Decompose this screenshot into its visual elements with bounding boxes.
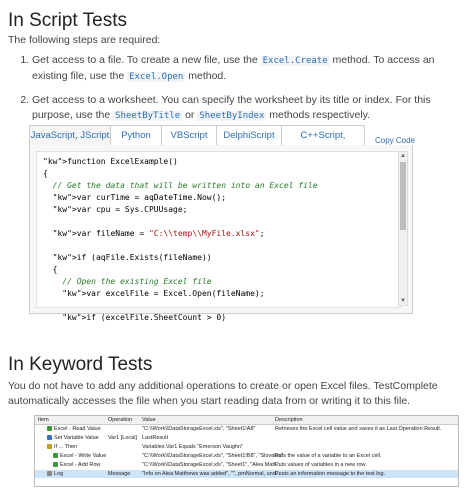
- code-line: [43, 300, 394, 312]
- copy-code-link[interactable]: Copy Code: [374, 136, 415, 145]
- cell-value: Variables.Var1 Equals "Emerson Vaughn": [142, 444, 244, 450]
- code-line: "kw">function ExcelExample(): [43, 157, 178, 166]
- excel-open-link[interactable]: Excel.Open: [129, 72, 184, 82]
- script-tests-heading: In Script Tests: [8, 10, 127, 31]
- table-row[interactable]: [35, 470, 458, 478]
- step1-text-c: method.: [185, 70, 227, 82]
- keyword-tests-heading: In Keyword Tests: [8, 354, 153, 375]
- cell-description: Puts values of variables in a new row.: [275, 462, 367, 468]
- cell-value: LastResult: [142, 435, 168, 441]
- step1-text-b: method. To access an existing file, use the: [32, 54, 435, 82]
- cell-item-label: Log: [54, 471, 64, 477]
- intro-text: The following steps are required:: [8, 34, 161, 46]
- table-header: [35, 416, 458, 425]
- cell-item-label: Set Variable Value: [54, 435, 99, 441]
- table-row[interactable]: [35, 434, 458, 442]
- step2-text-c: methods respectively.: [266, 109, 371, 121]
- sheetbytitle-link[interactable]: SheetByTitle: [115, 111, 181, 121]
- code-line: "kw">var cpu = Sys.CPUUsage;: [52, 205, 188, 214]
- code-line: {: [43, 265, 58, 274]
- table-row[interactable]: [35, 461, 458, 469]
- step-2: [32, 93, 460, 124]
- code-line: "kw">if (excelFile.SheetCount > 0): [62, 313, 227, 322]
- operation-icon: [47, 435, 52, 440]
- cell-item-label: Excel - Write Value: [60, 453, 107, 459]
- step2-text-a: Get access to a worksheet. You can specify the worksheet by its title or index. For this purpose, use the: [32, 94, 431, 121]
- operation-icon: [47, 426, 52, 431]
- cell-item: [53, 461, 108, 469]
- code-listing: [37, 152, 400, 328]
- cell-description: Posts an information message to the test log.: [275, 471, 386, 477]
- col-description: Description: [275, 417, 303, 423]
- tab-python[interactable]: Python: [110, 125, 162, 145]
- cell-value: "Info on Alea Matthews was added", "", pmNormal, und...: [142, 471, 281, 477]
- operation-icon: [47, 471, 52, 476]
- cell-item: [47, 470, 108, 478]
- step2-text-b: or: [182, 109, 198, 121]
- scroll-thumb[interactable]: [400, 162, 406, 230]
- code-line: [43, 240, 394, 252]
- code-viewport[interactable]: [36, 151, 401, 322]
- scroll-down-icon[interactable]: ▼: [400, 298, 406, 304]
- cell-operation: Var1 [Local]: [108, 435, 137, 441]
- cell-value: "C:\\Work\\DataStorageExcel.xls", "Sheet1!A8": [142, 426, 256, 432]
- table-row[interactable]: [35, 425, 458, 433]
- cell-item-label: Excel - Add Row: [60, 462, 101, 468]
- cell-value: "C:\\Work\\DataStorageExcel.xls", "Sheet1!B8", "Slovakia": [142, 453, 284, 459]
- cell-item: [47, 443, 108, 451]
- code-scrollbar[interactable]: [398, 151, 408, 306]
- cell-item-label: Excel - Read Value: [54, 426, 101, 432]
- code-line: {: [43, 169, 48, 178]
- operation-icon: [53, 453, 58, 458]
- excel-create-link[interactable]: Excel.Create: [262, 56, 328, 66]
- table-row[interactable]: [35, 443, 458, 451]
- tab-javascript[interactable]: JavaScript, JScript: [29, 125, 111, 145]
- col-operation: Operation: [108, 417, 133, 423]
- cell-item-label: If ... Then: [54, 444, 78, 450]
- code-line: "kw">var curTime = aqDateTime.Now();: [52, 193, 227, 202]
- keyword-test-table: [34, 415, 459, 487]
- cell-item: [47, 425, 108, 433]
- cell-value: "C:\\Work\\DataStorageExcel.xls", "Sheet1", "Alea Matt...: [142, 462, 281, 468]
- operation-icon: [53, 462, 58, 467]
- cell-description: Puts the value of a variable to an Excel cell.: [275, 453, 382, 459]
- cell-item: [47, 434, 108, 442]
- tab-cppscript[interactable]: C++Script,: [281, 125, 365, 145]
- code-line: "kw">if (aqFile.Exists(fileName)): [52, 253, 212, 262]
- code-line: // Get the data that will be written into an Excel file: [43, 181, 318, 190]
- code-sample: [29, 125, 415, 322]
- scroll-up-icon[interactable]: ▲: [400, 153, 406, 159]
- code-area: [29, 145, 413, 322]
- code-line: // Open the existing Excel file: [43, 277, 212, 286]
- code-line: "kw">var excelFile = Excel.Open(fileName);: [62, 289, 265, 298]
- sheetbyindex-link[interactable]: SheetByIndex: [199, 111, 265, 121]
- col-value: Value: [142, 417, 156, 423]
- tab-delphiscript[interactable]: DelphiScript: [216, 125, 282, 145]
- table-row[interactable]: [35, 452, 458, 460]
- cell-description: Retrieves the Excel cell value and saves it as Last Operation Result.: [275, 426, 442, 432]
- code-line: "kw">var fileName = "C:\\temp\\MyFile.xlsx";: [52, 229, 265, 238]
- col-item: Item: [38, 417, 49, 423]
- cell-operation: Message: [108, 471, 131, 477]
- tab-vbscript[interactable]: VBScript: [161, 125, 217, 145]
- language-tabs: [29, 125, 413, 146]
- cell-item: [53, 452, 108, 460]
- step-1: [32, 53, 460, 85]
- code-line: [43, 216, 394, 228]
- steps-list: [8, 53, 460, 132]
- keyword-text: You do not have to add any additional operations to create or open Excel files. TestComplete automatically accesses the file when you start reading data from or writing it to this file.: [8, 380, 438, 407]
- operation-icon: [47, 444, 52, 449]
- step1-text-a: Get access to a file. To create a new file, use the: [32, 54, 261, 66]
